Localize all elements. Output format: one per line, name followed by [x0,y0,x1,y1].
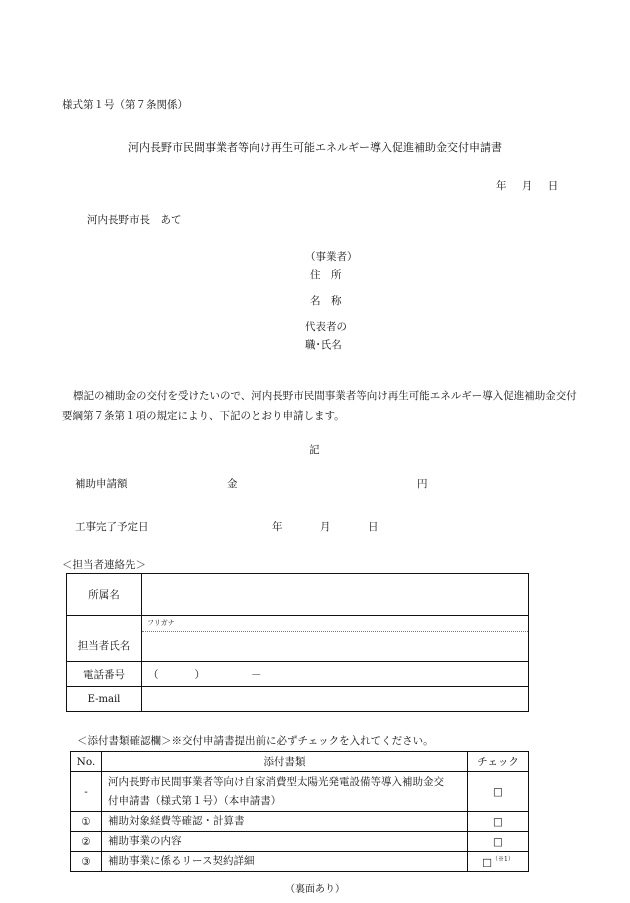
col-no-header: No. [71,752,102,772]
row-doc: 補助事業に係るリース契約詳細 [102,852,468,872]
phone-field[interactable] [142,662,529,687]
application-statement: 標記の補助金の交付を受けたいので、河内長野市民間事業者等向け再生可能エネルギー導入促進補助金交付要綱第７条第１項の規定により、下記のとおり申請します。 [62,390,577,422]
table-row [71,772,529,812]
row-doc: 補助対象経費等確認・計算書 [102,812,468,832]
row-doc [102,772,468,812]
applicant-rep-label-1: 代表者の [305,321,347,333]
person-field[interactable] [142,616,529,662]
row-checkbox-mark: □ [482,856,493,869]
completion-day: 日 [368,521,379,533]
reverse-side-note: （裏面あり） [285,884,345,895]
form-number: 様式第１号（第７条関係） [62,99,188,111]
furigana-divider [142,631,528,632]
department-field[interactable] [142,574,529,616]
attachments-table [70,751,529,872]
email-field[interactable] [142,687,529,712]
table-row [71,812,529,832]
email-label: E-mail [67,687,142,712]
row-checkbox[interactable]: □ [468,772,529,812]
amount-unit: 円 [417,478,428,490]
table-row [71,832,529,852]
person-label: 担当者氏名 [67,616,142,662]
col-check-header: チェック [468,752,529,772]
row-no: ① [71,812,102,832]
applicant-rep-label-2: 職･氏名 [305,339,342,351]
applicant-block [305,248,358,354]
row-doc-line2: 付申請書（様式第１号）（本申請書） [108,794,282,807]
row-doc-line1: 河内長野市民間事業者等向け自家消費型太陽光発電設備等導入補助金交 [108,775,444,788]
row-no: ② [71,832,102,852]
amount-label: 補助申請額 [75,478,128,490]
date-month: 月 [521,180,533,192]
applicant-heading: （事業者） [305,251,358,263]
row-note: （※1） [492,856,514,864]
department-label: 所属名 [67,574,142,616]
contact-heading: ＜担当者連絡先＞ [62,559,146,571]
completion-year: 年 [272,521,283,533]
applicant-address-label: 住 所 [310,269,342,281]
contact-table [66,573,529,712]
phone-paren-close: ） [194,668,205,681]
attachments-heading: ＜添付書類確認欄＞※交付申請書提出前に必ずチェックを入れてください。 [77,735,434,747]
date-day: 日 [547,180,559,192]
phone-label: 電話番号 [67,662,142,687]
row-doc: 補助事業の内容 [102,832,468,852]
row-checkbox[interactable]: □ [468,832,529,852]
row-no: ③ [71,852,102,872]
document-title: 河内長野市民間事業者等向け再生可能エネルギー導入促進補助金交付申請書 [128,141,502,154]
phone-paren-open: （ [148,668,159,681]
applicant-name-label: 名 称 [310,295,342,307]
application-date [496,178,558,193]
amount-prefix: 金 [227,478,238,490]
date-year: 年 [496,180,507,192]
row-checkbox[interactable] [468,852,529,872]
row-no: - [71,772,102,812]
furigana-label: フリガナ [147,619,175,627]
completion-label: 工事完了予定日 [75,521,149,533]
row-checkbox[interactable]: □ [468,812,529,832]
table-row [71,852,529,872]
completion-month: 月 [320,521,331,533]
ki-heading: 記 [309,444,320,456]
addressee: 河内長野市長 あて [87,214,182,226]
col-doc-header: 添付書類 [102,752,468,772]
phone-dash: － [251,668,262,681]
